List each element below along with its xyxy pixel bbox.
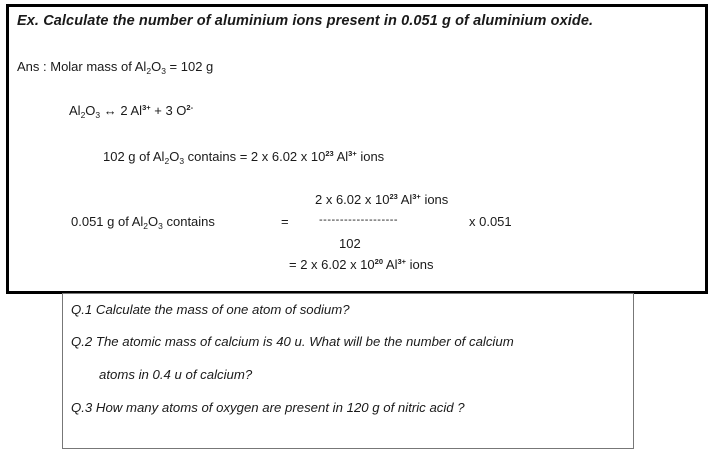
contains-line-102g: 102 g of $Al_2O_3$ contains = 2 x 6.02 x $10^{23}$ $Al^{3+}$ ions — [103, 149, 385, 166]
contains-line-0051g: 0.051 g of $Al_2O_3$ contains — [71, 214, 215, 231]
questions-box — [62, 293, 634, 449]
result-line: = 2 x 6.02 x $10^{20}$ $Al^{3+}$ ions — [289, 257, 434, 272]
question-3: Q.3 How many atoms of oxygen are present in 120 g of nitric acid ? — [71, 400, 465, 415]
fraction-numerator: 2 x 6.02 x $10^{23}$ $Al^{3+}$ ions — [315, 192, 449, 207]
dissociation-equation: $Al_2O_3$ ↔ 2 $Al^{3+} + 3$ $O^{2-}$ — [69, 103, 194, 120]
question-1: Q.1 Calculate the mass of one atom of sodium? — [71, 302, 350, 317]
example-box — [6, 4, 708, 294]
equals-sign: = — [281, 214, 289, 229]
question-2: Q.2 The atomic mass of calcium is 40 u. What will be the number of calcium — [71, 334, 514, 349]
molar-mass-line: Ans : Molar mass of $Al_2O_3 = 102$ g — [17, 59, 214, 76]
fraction-bar: ------------------- — [319, 214, 399, 226]
fraction-denominator: 102 — [339, 236, 361, 251]
multiplier: x 0.051 — [469, 214, 512, 229]
question-2-continuation: atoms in 0.4 u of calcium? — [99, 367, 253, 382]
example-title: Ex. Calculate the number of aluminium ions present in 0.051 g of aluminium oxide. — [17, 13, 594, 29]
